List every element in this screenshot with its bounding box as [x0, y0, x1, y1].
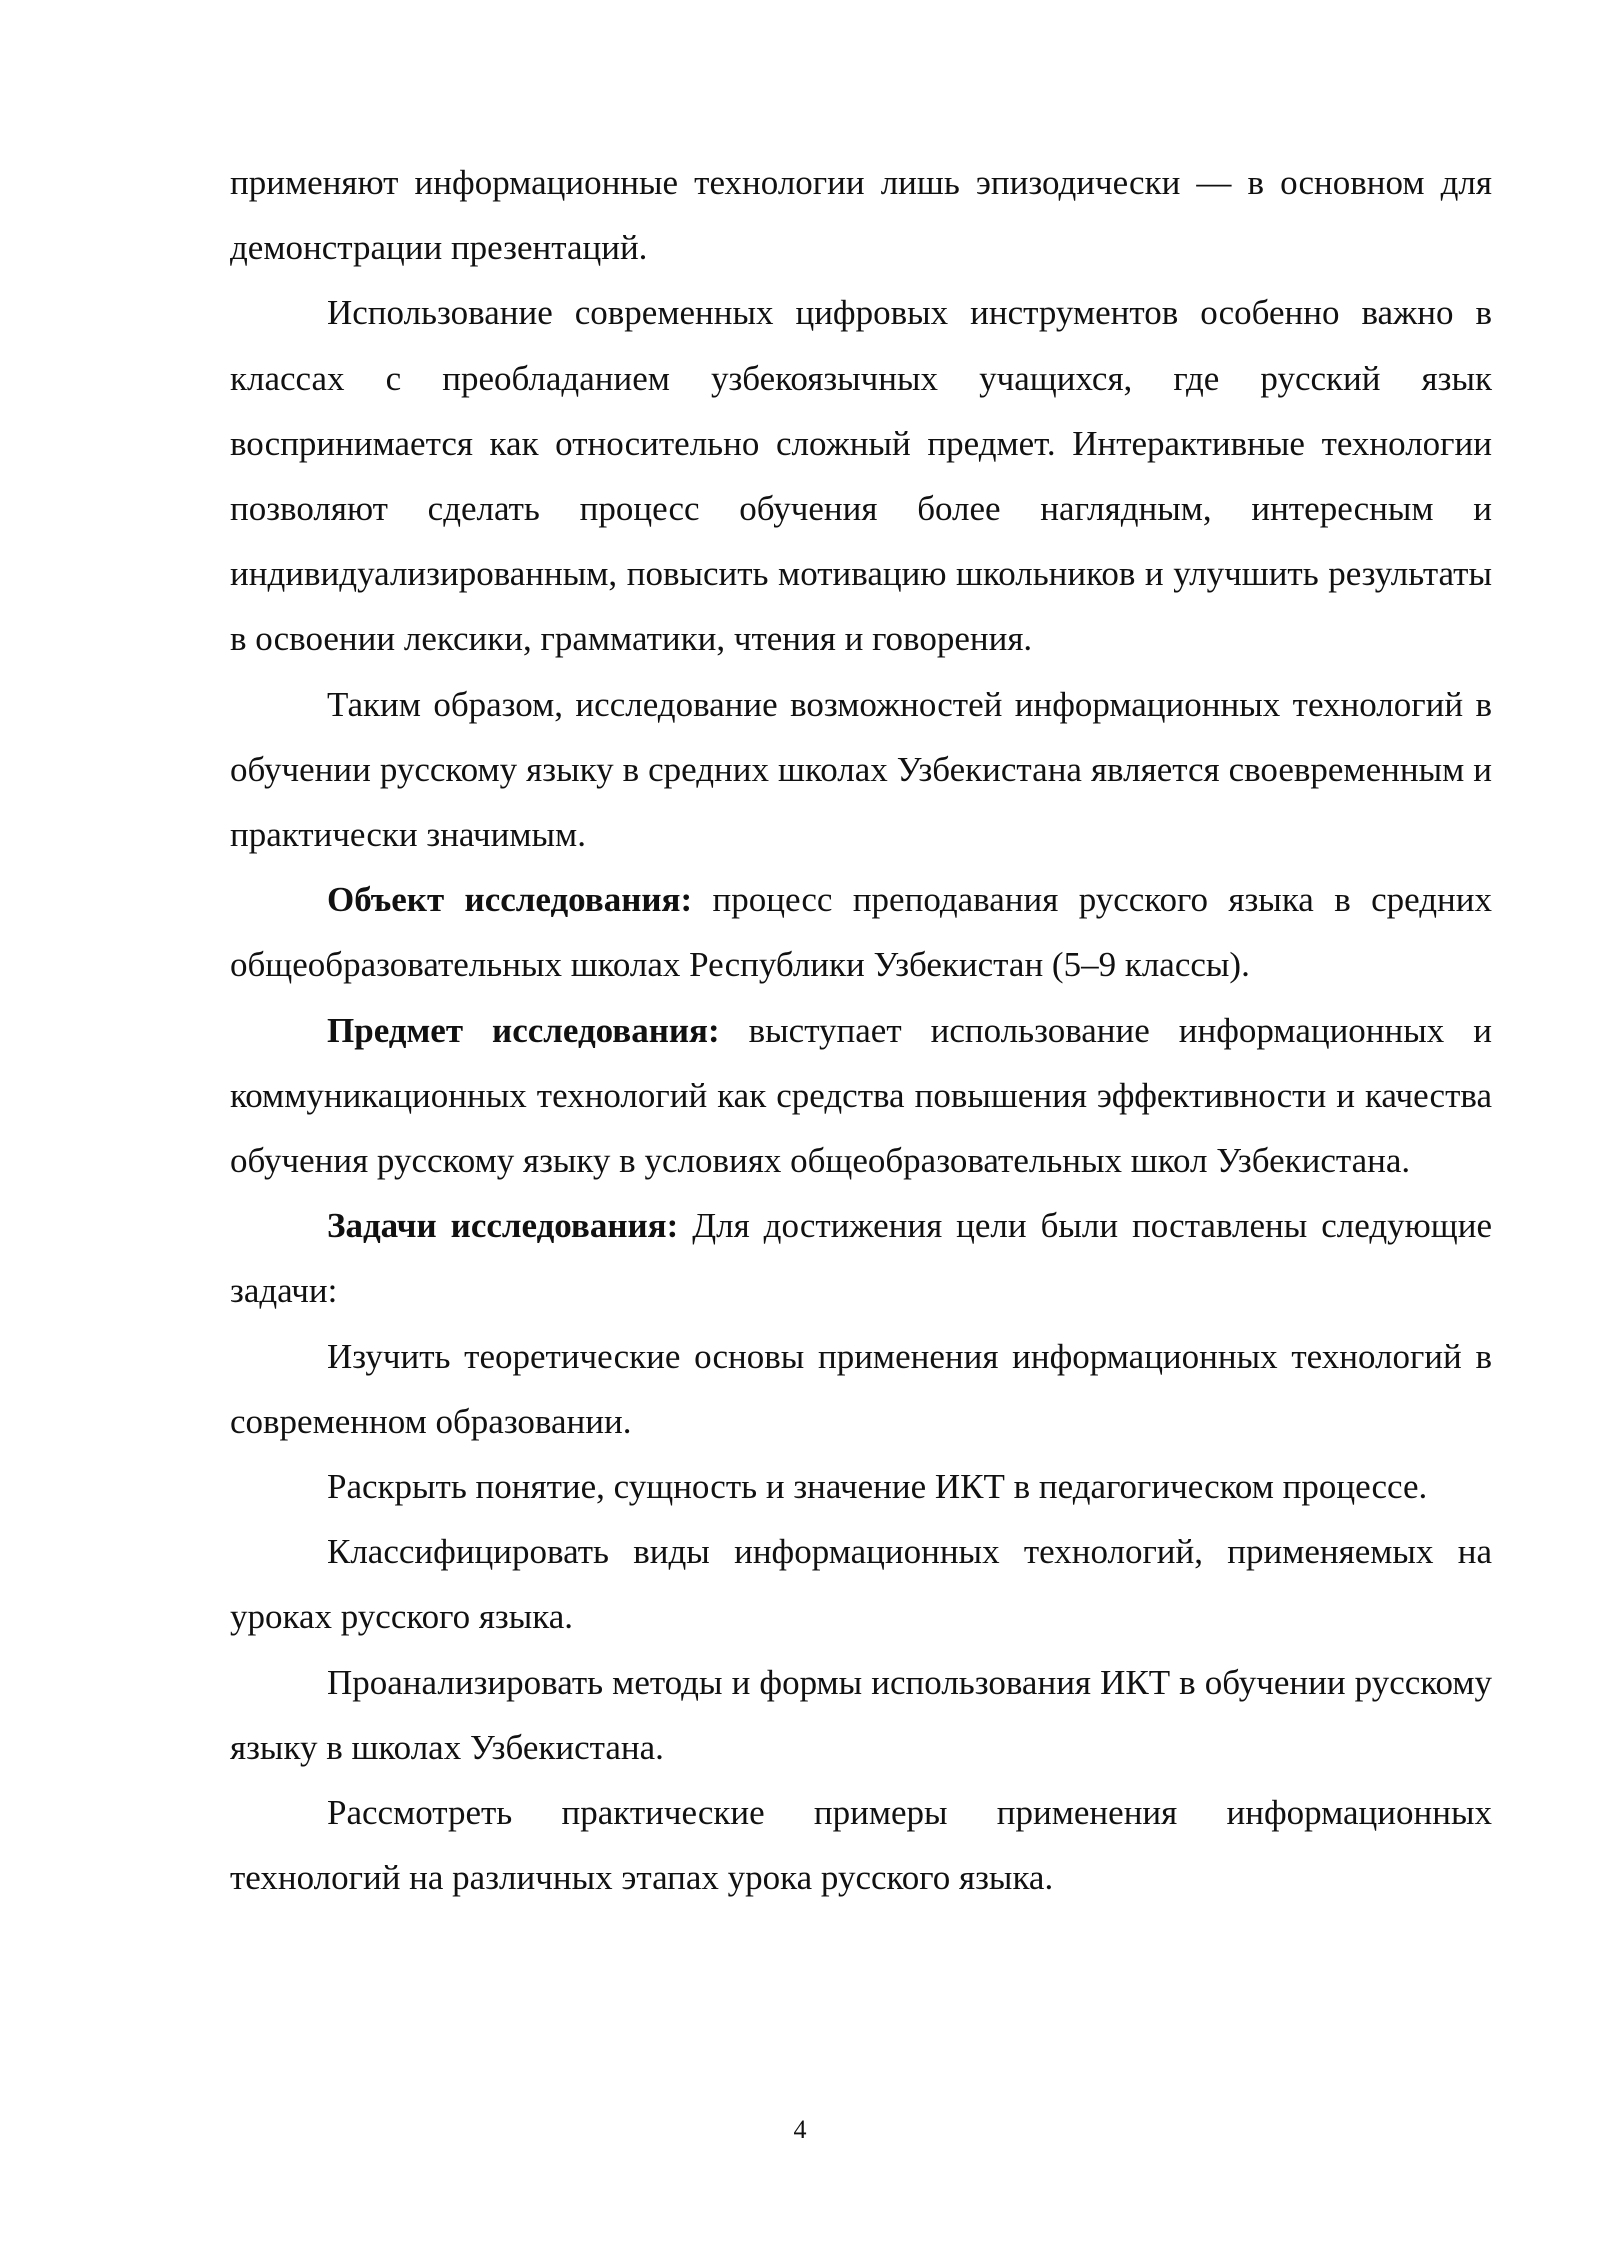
- research-tasks-heading: Задачи исследования:: [327, 1206, 679, 1246]
- document-page: [230, 150, 1492, 1910]
- paragraph-conclusion: [230, 672, 1492, 868]
- paragraph-text: Для достижения цели были поставлены следующие задачи:: [230, 1206, 1492, 1311]
- task-item: [230, 1454, 1492, 1519]
- paragraph-text: процесс преподавания русского языка в средних общеобразовательных школах Республики Узбекистан (5–9 классы).: [230, 880, 1492, 985]
- paragraph-research-tasks: [230, 1193, 1492, 1323]
- paragraph-text: Рассмотреть практические примеры применения информационных технологий на различных этапах урока русского языка.: [230, 1793, 1492, 1898]
- research-object-heading: Объект исследования:: [327, 880, 693, 920]
- paragraph-text: выступает использование информационных и коммуникационных технологий как средства повышения эффективности и качества обучения русскому языку в условиях общеобразовательных школ Узбекистана.: [230, 1010, 1493, 1181]
- paragraph-text: Изучить теоретические основы применения информационных технологий в современном образовании.: [230, 1336, 1492, 1441]
- paragraph-text: Классифицировать виды информационных технологий, применяемых на уроках русского языка.: [230, 1532, 1492, 1637]
- paragraph-text: применяют информационные технологии лишь эпизодически — в основном для демонстрации презентаций.: [230, 163, 1492, 268]
- task-item: [230, 1324, 1492, 1454]
- paragraph-text: Проанализировать методы и формы использования ИКТ в обучении русскому языку в школах Узбекистана.: [230, 1662, 1492, 1767]
- paragraph-text: Использование современных цифровых инструментов особенно важно в классах с преобладанием узбекоязычных учащихся, где русский язык воспринимается как относительно сложный предмет. Интерактивные технологии позволяют сделать процесс обучения более наглядным, интересным и индивидуализированным, повысить мотивацию школьников и улучшить результаты в освоении лексики, грамматики, чтения и говорения.: [230, 293, 1492, 659]
- paragraph-intro-continuation: [230, 150, 1492, 280]
- task-item: [230, 1519, 1492, 1649]
- paragraph-research-subject: [230, 998, 1492, 1194]
- research-subject-heading: Предмет исследования:: [327, 1010, 720, 1050]
- paragraph-research-object: [230, 867, 1492, 997]
- task-item: [230, 1650, 1492, 1780]
- paragraph-text: Раскрыть понятие, сущность и значение ИКТ в педагогическом процессе.: [327, 1467, 1428, 1507]
- paragraph-digital-tools: [230, 280, 1492, 671]
- page-number: 4: [793, 2115, 807, 2144]
- paragraph-text: Таким образом, исследование возможностей информационных технологий в обучении русскому языку в средних школах Узбекистана является своевременным и практически значимым.: [230, 684, 1492, 855]
- task-item: [230, 1780, 1492, 1910]
